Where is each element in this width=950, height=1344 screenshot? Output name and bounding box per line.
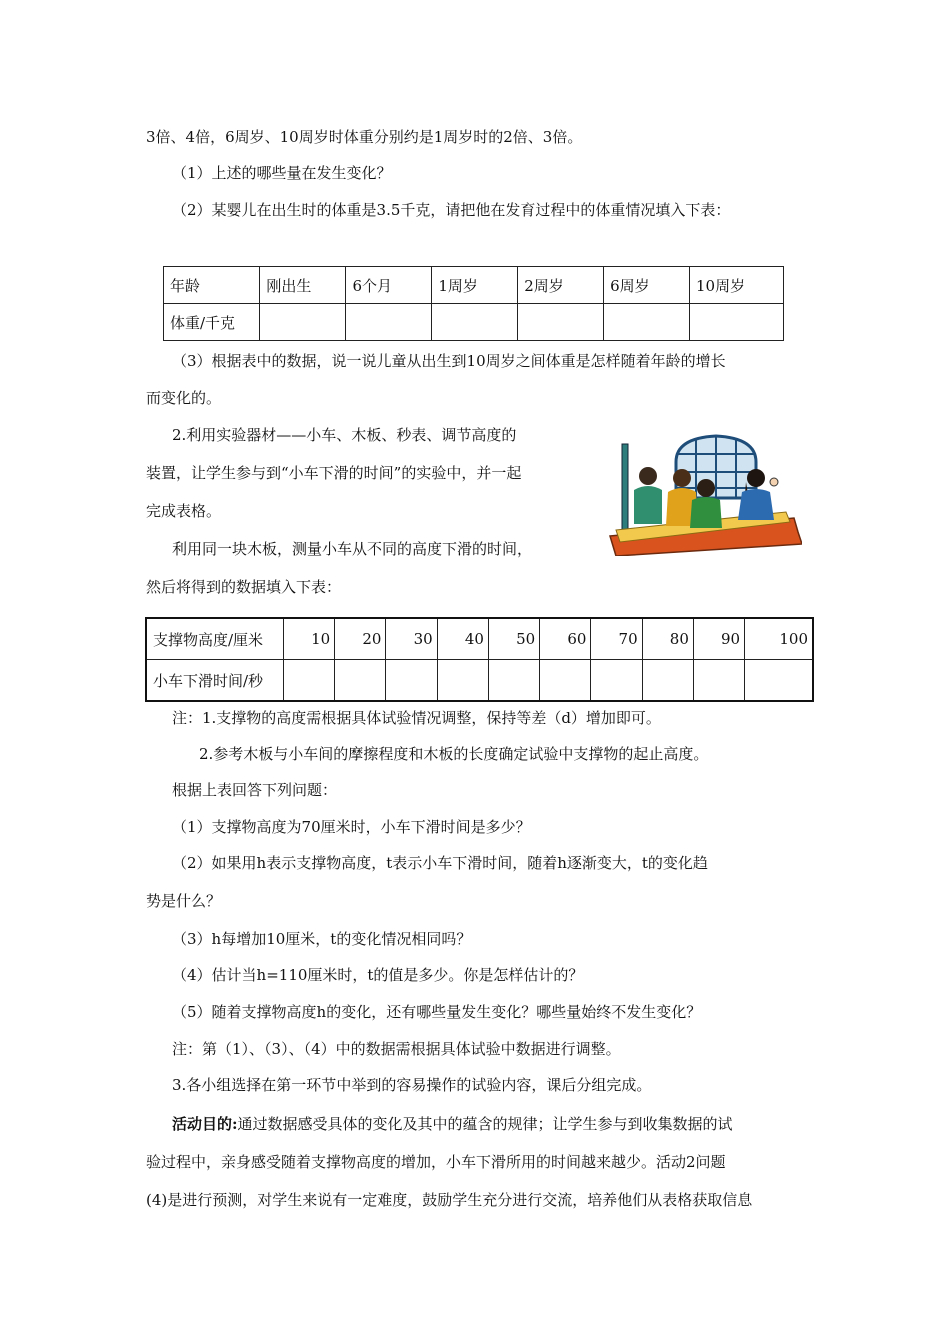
note-line: 2.参考木板与小车间的摩擦程度和木板的长度确定试验中支撑物的起止高度。	[199, 745, 709, 763]
empty-cell[interactable]	[518, 304, 604, 341]
empty-cell[interactable]	[488, 660, 539, 702]
table-cell: 60	[540, 618, 591, 660]
purpose-text: 通过数据感受具体的变化及其中的蕴含的规律；让学生参与到收集数据的试	[237, 1115, 733, 1133]
table-row	[164, 267, 784, 304]
table-cell: 6个月	[346, 267, 432, 304]
text-line: 2.利用实验器材——小车、木板、秒表、调节高度的	[172, 426, 517, 444]
text-line: 然后将得到的数据填入下表：	[146, 578, 342, 596]
question-3: （3）根据表中的数据，说一说儿童从出生到10周岁之间体重是怎样随着年龄的增长	[172, 352, 726, 370]
text-line: 3.各小组选择在第一环节中举到的容易操作的试验内容，课后分组完成。	[172, 1076, 652, 1094]
empty-cell[interactable]	[346, 304, 432, 341]
empty-cell[interactable]	[386, 660, 437, 702]
table-row	[164, 304, 784, 341]
table-cell: 小车下滑时间/秒	[146, 660, 284, 702]
table-cell: 50	[488, 618, 539, 660]
empty-cell[interactable]	[604, 304, 690, 341]
empty-cell[interactable]	[335, 660, 386, 702]
text-line: 而变化的。	[146, 389, 222, 407]
note-line: 注：1.支撑物的高度需根据具体试验情况调整，保持等差（d）增加即可。	[172, 709, 661, 727]
question-1: （1）支撑物高度为70厘米时，小车下滑时间是多少？	[172, 818, 531, 836]
table-cell: 80	[642, 618, 693, 660]
activity-purpose	[172, 1114, 733, 1134]
question-2: （2）某婴儿在出生时的体重是3.5千克，请把他在发育过程中的体重情况填入下表：	[172, 201, 731, 219]
empty-cell[interactable]	[284, 660, 335, 702]
table-cell: 刚出生	[260, 267, 346, 304]
table-cell: 年龄	[164, 267, 260, 304]
table-cell: 10周岁	[690, 267, 784, 304]
empty-cell[interactable]	[260, 304, 346, 341]
question-1: （1）上述的哪些量在发生变化？	[172, 164, 392, 182]
text-line: 装置，让学生参与到“小车下滑的时间”的实验中，并一起	[146, 464, 522, 482]
question-2: （2）如果用h表示支撑物高度，t表示小车下滑时间，随着h逐渐变大，t的变化趋	[172, 854, 708, 872]
question-4: （4）估计当h=110厘米时，t的值是多少。你是怎样估计的？	[172, 966, 584, 984]
empty-cell[interactable]	[745, 660, 813, 702]
table-cell: 支撑物高度/厘米	[146, 618, 284, 660]
text-line: 完成表格。	[146, 502, 222, 520]
weight-table	[163, 266, 784, 341]
question-5: （5）随着支撑物高度h的变化，还有哪些量发生变化？哪些量始终不发生变化？	[172, 1003, 702, 1021]
table-row	[146, 660, 813, 702]
empty-cell[interactable]	[432, 304, 518, 341]
purpose-label: 活动目的:	[172, 1115, 238, 1133]
experiment-table	[145, 617, 814, 702]
text-line: 验过程中，亲身感受随着支撑物高度的增加，小车下滑所用的时间越来越少。活动2问题	[146, 1153, 726, 1171]
text-line: (4)是进行预测，对学生来说有一定难度，鼓励学生充分进行交流，培养他们从表格获取信息	[146, 1191, 753, 1209]
table-cell: 20	[335, 618, 386, 660]
table-cell: 30	[386, 618, 437, 660]
table-cell: 体重/千克	[164, 304, 260, 341]
text-line: 利用同一块木板，测量小车从不同的高度下滑的时间，	[172, 540, 533, 558]
empty-cell[interactable]	[693, 660, 744, 702]
table-cell: 100	[745, 618, 813, 660]
table-cell: 10	[284, 618, 335, 660]
text-line: 3倍、4倍，6周岁、10周岁时体重分别约是1周岁时的2倍、3倍。	[146, 128, 583, 146]
empty-cell[interactable]	[690, 304, 784, 341]
text-line: 根据上表回答下列问题：	[172, 781, 338, 799]
table-row	[146, 618, 813, 660]
table-cell: 40	[437, 618, 488, 660]
text-line: 势是什么？	[146, 892, 222, 910]
table-cell: 1周岁	[432, 267, 518, 304]
empty-cell[interactable]	[540, 660, 591, 702]
empty-cell[interactable]	[642, 660, 693, 702]
empty-cell[interactable]	[437, 660, 488, 702]
empty-cell[interactable]	[591, 660, 642, 702]
table-cell: 6周岁	[604, 267, 690, 304]
note-line: 注：第（1）、（3）、（4）中的数据需根据具体试验中数据进行调整。	[172, 1040, 621, 1058]
question-3: （3）h每增加10厘米，t的变化情况相同吗？	[172, 930, 472, 948]
table-cell: 90	[693, 618, 744, 660]
table-cell: 70	[591, 618, 642, 660]
table-cell: 2周岁	[518, 267, 604, 304]
students-experiment-illustration	[606, 432, 802, 556]
